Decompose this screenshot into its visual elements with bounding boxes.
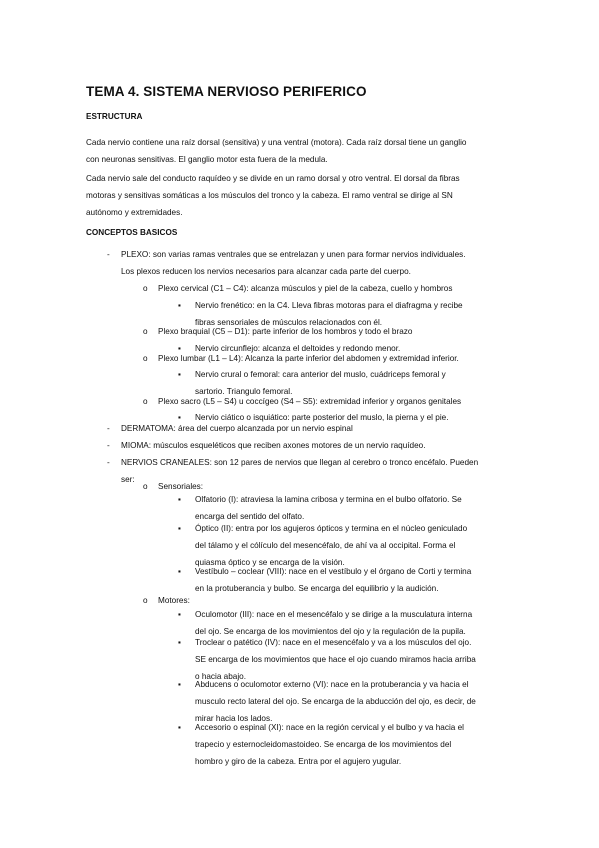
text-line: del tálamo y el cólículo del mesencéfalo, de ahí va al occipital. Forma el <box>195 541 456 550</box>
text-line: Oculomotor (III): nace en el mesencéfalo y se dirige a la musculatura interna <box>195 610 473 619</box>
list-item-plexo-cervical: Plexo cervical (C1 – C4): alcanza músculos y piel de la cabeza, cuello y hombros <box>158 284 453 293</box>
text-line: ser: <box>121 475 135 484</box>
circle-bullet: o <box>143 397 148 406</box>
text-line: Los plexos reducen los nervios necesarios para alcanzar cada parte del cuerpo. <box>121 267 411 276</box>
list-item-nervio-circunflejo: Nervio circunflejo: alcanza el deltoides y redondo menor. <box>195 344 401 353</box>
text-line: o hacia abajo. <box>195 672 246 681</box>
list-item-dermatoma: DERMATOMA: área del cuerpo alcanzada por un nervio espinal <box>121 424 353 433</box>
square-bullet: ▪ <box>178 610 181 619</box>
text-line: Olfatorio (I): atraviesa la lamina cribosa y termina en el bulbo olfatorio. Se <box>195 495 462 504</box>
list-item-mioma: MIOMA: músculos esqueléticos que reciben axones motores de un nervio raquídeo. <box>121 441 426 450</box>
circle-bullet: o <box>143 482 148 491</box>
text-line: quiasma óptico y se encarga de la visión. <box>195 558 345 567</box>
square-bullet: ▪ <box>178 567 181 576</box>
document-title: TEMA 4. SISTEMA NERVIOSO PERIFERICO <box>86 84 367 99</box>
text-line: con neuronas sensitivas. El ganglio motor esta fuera de la medula. <box>86 155 328 164</box>
list-item-motores: Motores: <box>158 596 190 605</box>
list-item-nervio-ciatico: Nervio ciático o isquiático: parte posterior del muslo, la pierna y el pie. <box>195 413 449 422</box>
dash-bullet: - <box>107 458 110 467</box>
square-bullet: ▪ <box>178 723 181 732</box>
list-item-plexo-lumbar: Plexo lumbar (L1 – L4): Alcanza la parte inferior del abdomen y extremidad inferior. <box>158 354 459 363</box>
text-line: Cada nervio contiene una raíz dorsal (sensitiva) y una ventral (motora). Cada raíz dorsal tiene un ganglio <box>86 138 467 147</box>
square-bullet: ▪ <box>178 344 181 353</box>
square-bullet: ▪ <box>178 680 181 689</box>
text-line: sartorio. Triangulo femoral. <box>195 387 293 396</box>
dash-bullet: - <box>107 250 110 259</box>
text-line: fibras sensoriales de músculos relacionados con él. <box>195 318 383 327</box>
square-bullet: ▪ <box>178 301 181 310</box>
square-bullet: ▪ <box>178 413 181 422</box>
text-line: trapecio y esternocleidomastoideo. Se encarga de los movimientos del <box>195 740 452 749</box>
text-line: Troclear o patético (IV): nace en el mesencéfalo y va a los músculos del ojo. <box>195 638 472 647</box>
text-line: Nervio crural o femoral: cara anterior del muslo, cuádriceps femoral y <box>195 370 446 379</box>
list-item-plexo-braquial: Plexo braquial (C5 – D1): parte inferior de los hombros y todo el brazo <box>158 327 413 336</box>
circle-bullet: o <box>143 596 148 605</box>
list-item-accesorio <box>195 719 464 770</box>
list-item-plexo-sacro: Plexo sacro (L5 – S4) u coccígeo (S4 – S5): extremidad inferior y organos genitales <box>158 397 462 406</box>
text-line: motoras y sensitivas somáticas a los músculos del tronco y la cabeza. El ramo ventral se dirige al SN <box>86 191 453 200</box>
square-bullet: ▪ <box>178 370 181 379</box>
paragraph-estructura-2 <box>86 170 516 221</box>
heading-estructura: ESTRUCTURA <box>86 112 143 121</box>
text-line: autónomo y extremidades. <box>86 208 183 217</box>
text-line: hombro y giro de la cabeza. Entra por el agujero yugular. <box>195 757 402 766</box>
dash-bullet: - <box>107 441 110 450</box>
text-line: NERVIOS CRANEALES: son 12 pares de nervios que llegan al cerebro o tronco encéfalo. Pueden <box>121 458 479 467</box>
circle-bullet: o <box>143 327 148 336</box>
text-line: en la protuberancia y bulbo. Se encarga del equilibrio y la audición. <box>195 584 439 593</box>
text-line: PLEXO: son varias ramas ventrales que se entrelazan y unen para formar nervios individuales. <box>121 250 466 259</box>
list-item-vestibulo-coclear <box>195 563 471 597</box>
text-line: del ojo. Se encarga de los movimientos del ojo y la regulación de la pupila. <box>195 627 466 636</box>
circle-bullet: o <box>143 284 148 293</box>
dash-bullet: - <box>107 424 110 433</box>
square-bullet: ▪ <box>178 638 181 647</box>
list-item-sensoriales: Sensoriales: <box>158 482 204 491</box>
text-line: Óptico (II): entra por los agujeros ópticos y termina en el núcleo geniculado <box>195 524 468 533</box>
text-line: Cada nervio sale del conducto raquídeo y se divide en un ramo dorsal y otro ventral. El dorsal da fibras <box>86 174 460 183</box>
text-line: Accesorio o espinal (XI): nace en la región cervical y el bulbo y va hacia el <box>195 723 464 732</box>
text-line: Nervio frenético: en la C4. Lleva fibras motoras para el diafragma y recibe <box>195 301 463 310</box>
list-item-plexo <box>121 246 466 280</box>
text-line: SE encarga de los movimientos que hace el ojo cuando miramos hacia arriba <box>195 655 476 664</box>
text-line: encarga del sentido del olfato. <box>195 512 305 521</box>
square-bullet: ▪ <box>178 495 181 504</box>
paragraph-estructura-1 <box>86 134 516 168</box>
text-line: musculo recto lateral del ojo. Se encarga de la abducción del ojo, es decir, de <box>195 697 476 706</box>
square-bullet: ▪ <box>178 524 181 533</box>
text-line: Vestíbulo – coclear (VIII): nace en el vestíbulo y el órgano de Corti y termina <box>195 567 472 576</box>
circle-bullet: o <box>143 354 148 363</box>
text-line: Abducens o oculomotor externo (VI): nace en la protuberancia y va hacia el <box>195 680 469 689</box>
text-line: mirar hacia los lados. <box>195 714 273 723</box>
heading-conceptos: CONCEPTOS BASICOS <box>86 228 178 237</box>
